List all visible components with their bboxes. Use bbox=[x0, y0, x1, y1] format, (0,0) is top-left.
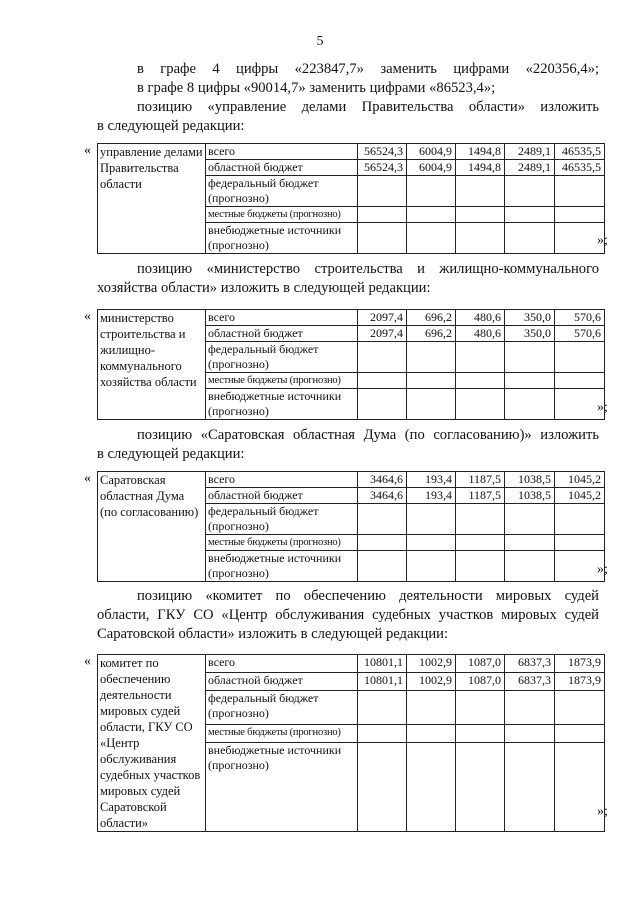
position-name: управление делами Правительства области bbox=[98, 144, 206, 254]
position-name: комитет по обеспечению деятельности мировых судей области, ГКУ СО «Центр обслуживания судебных участков мировых судей Саратовской области» bbox=[98, 655, 206, 832]
row-label-total: всего bbox=[206, 144, 358, 160]
value-cell: 1494,8 bbox=[456, 144, 505, 160]
value-cell: 480,6 bbox=[456, 310, 505, 326]
page-number: 5 bbox=[316, 34, 324, 49]
quote-close: »; bbox=[597, 804, 608, 819]
value-cell: 350,0 bbox=[505, 326, 555, 342]
value-cell: 2489,1 bbox=[505, 144, 555, 160]
value-cell: 3464,6 bbox=[358, 472, 407, 488]
value-cell: 696,2 bbox=[407, 310, 456, 326]
row-label-total: всего bbox=[206, 472, 358, 488]
quote-open: « bbox=[84, 309, 91, 324]
budget-table bbox=[97, 309, 605, 420]
row-label-federal: федеральный бюджет (прогнозно) bbox=[206, 690, 358, 725]
row-label-regional: областной бюджет bbox=[206, 326, 358, 342]
value-cell: 1187,5 bbox=[456, 488, 505, 504]
row-label-extra: внебюджетные источники (прогнозно) bbox=[206, 389, 358, 420]
budget-table-3 bbox=[84, 471, 608, 582]
value-cell: 56524,3 bbox=[358, 160, 407, 176]
row-label-local: местные бюджеты (прогнозно) bbox=[206, 207, 358, 223]
paragraph-2a: позицию «министерство строительства и жилищно-коммунального bbox=[137, 261, 599, 277]
quote-open: « bbox=[84, 143, 91, 158]
quote-open: « bbox=[84, 654, 91, 669]
table-row bbox=[98, 310, 605, 326]
row-label-total: всего bbox=[206, 655, 358, 673]
intro-line-3a: позицию «управление делами Правительства области» изложить bbox=[137, 99, 599, 115]
intro-line-1: в графе 4 цифры «223847,7» заменить цифрами «220356,4»; bbox=[137, 61, 599, 77]
value-cell: 570,6 bbox=[555, 310, 605, 326]
value-cell: 350,0 bbox=[505, 310, 555, 326]
value-cell: 1045,2 bbox=[555, 488, 605, 504]
value-cell: 1087,0 bbox=[456, 672, 505, 690]
row-label-regional: областной бюджет bbox=[206, 160, 358, 176]
intro-line-2: в графе 8 цифры «90014,7» заменить цифрами «86523,4»; bbox=[137, 80, 496, 96]
value-cell: 2097,4 bbox=[358, 326, 407, 342]
value-cell: 193,4 bbox=[407, 488, 456, 504]
row-label-extra: внебюджетные источники (прогнозно) bbox=[206, 551, 358, 582]
quote-open: « bbox=[84, 471, 91, 486]
budget-table-1 bbox=[84, 143, 608, 254]
paragraph-3b: в следующей редакции: bbox=[97, 446, 245, 462]
row-label-federal: федеральный бюджет (прогнозно) bbox=[206, 342, 358, 373]
budget-table bbox=[97, 143, 605, 254]
value-cell: 2489,1 bbox=[505, 160, 555, 176]
value-cell: 6837,3 bbox=[505, 655, 555, 673]
row-label-federal: федеральный бюджет (прогнозно) bbox=[206, 504, 358, 535]
row-label-regional: областной бюджет bbox=[206, 672, 358, 690]
value-cell: 2097,4 bbox=[358, 310, 407, 326]
budget-table-4 bbox=[84, 654, 608, 832]
paragraph-4c: Саратовской области» изложить в следующей редакции: bbox=[97, 626, 449, 642]
value-cell: 1087,0 bbox=[456, 655, 505, 673]
value-cell: 46535,5 bbox=[555, 144, 605, 160]
value-cell: 3464,6 bbox=[358, 488, 407, 504]
row-label-local: местные бюджеты (прогнозно) bbox=[206, 535, 358, 551]
value-cell: 1002,9 bbox=[407, 672, 456, 690]
row-label-total: всего bbox=[206, 310, 358, 326]
value-cell: 570,6 bbox=[555, 326, 605, 342]
position-name: Саратовская областная Дума (по согласованию) bbox=[98, 472, 206, 582]
position-name: министерство строительства и жилищно-коммунального хозяйства области bbox=[98, 310, 206, 420]
value-cell: 1873,9 bbox=[555, 672, 605, 690]
paragraph-2b: хозяйства области» изложить в следующей редакции: bbox=[97, 280, 431, 296]
value-cell: 56524,3 bbox=[358, 144, 407, 160]
table-row bbox=[98, 472, 605, 488]
value-cell: 480,6 bbox=[456, 326, 505, 342]
budget-table bbox=[97, 654, 605, 832]
quote-close: »; bbox=[597, 233, 608, 248]
table-row bbox=[98, 144, 605, 160]
value-cell: 1038,5 bbox=[505, 472, 555, 488]
value-cell: 696,2 bbox=[407, 326, 456, 342]
row-label-local: местные бюджеты (прогнозно) bbox=[206, 373, 358, 389]
paragraph-4a: позицию «комитет по обеспечению деятельности мировых судей bbox=[137, 588, 599, 604]
budget-table-2 bbox=[84, 309, 608, 420]
row-label-extra: внебюджетные источники (прогнозно) bbox=[206, 223, 358, 254]
quote-close: »; bbox=[597, 562, 608, 577]
value-cell: 6837,3 bbox=[505, 672, 555, 690]
intro-line-3b: в следующей редакции: bbox=[97, 118, 245, 134]
row-label-local: местные бюджеты (прогнозно) bbox=[206, 725, 358, 743]
value-cell: 193,4 bbox=[407, 472, 456, 488]
value-cell: 1187,5 bbox=[456, 472, 505, 488]
row-label-regional: областной бюджет bbox=[206, 488, 358, 504]
value-cell: 1873,9 bbox=[555, 655, 605, 673]
budget-table bbox=[97, 471, 605, 582]
value-cell: 6004,9 bbox=[407, 160, 456, 176]
row-label-extra: внебюджетные источники (прогнозно) bbox=[206, 743, 358, 832]
value-cell: 1494,8 bbox=[456, 160, 505, 176]
value-cell: 1002,9 bbox=[407, 655, 456, 673]
row-label-federal: федеральный бюджет (прогнозно) bbox=[206, 176, 358, 207]
value-cell: 1045,2 bbox=[555, 472, 605, 488]
paragraph-3a: позицию «Саратовская областная Дума (по согласованию)» изложить bbox=[137, 427, 599, 443]
paragraph-4b: области, ГКУ СО «Центр обслуживания судебных участков мировых судей bbox=[97, 607, 599, 623]
value-cell: 10801,1 bbox=[358, 655, 407, 673]
quote-close: »; bbox=[597, 400, 608, 415]
value-cell: 10801,1 bbox=[358, 672, 407, 690]
value-cell: 1038,5 bbox=[505, 488, 555, 504]
value-cell: 46535,5 bbox=[555, 160, 605, 176]
table-row bbox=[98, 655, 605, 673]
value-cell: 6004,9 bbox=[407, 144, 456, 160]
